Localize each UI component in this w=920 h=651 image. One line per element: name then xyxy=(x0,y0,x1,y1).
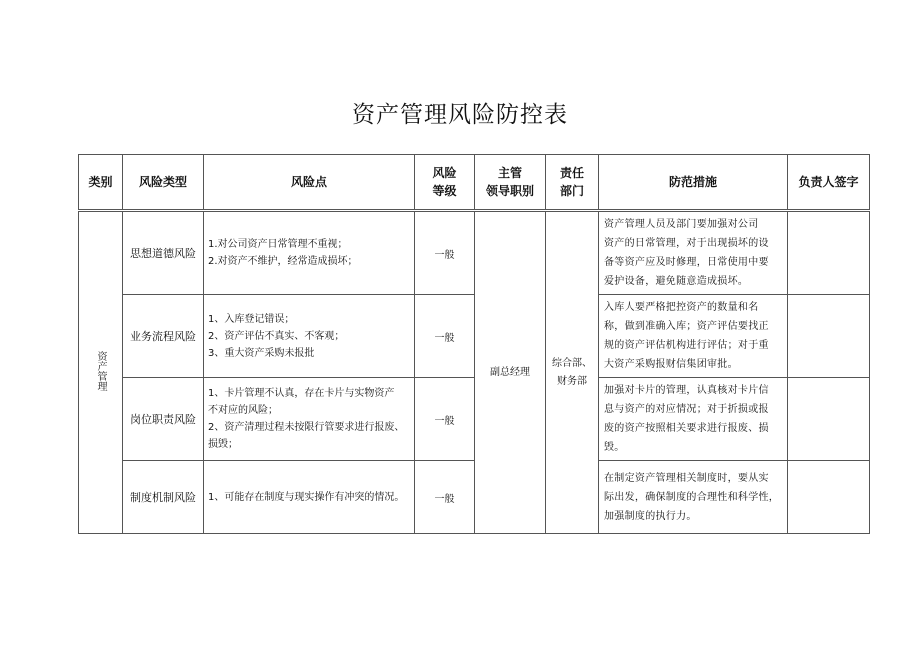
measure-line: 称，做到准确入库；资产评估要找正 xyxy=(604,321,769,332)
header-risk-level-line2: 等级 xyxy=(432,184,457,198)
risk-type-cell: 思想道德风险 xyxy=(123,211,204,295)
risk-level-cell: 一般 xyxy=(415,461,475,534)
header-measures: 防范措施 xyxy=(599,155,788,211)
table-row xyxy=(79,295,870,378)
measure-line: 备等资产应及时修理，日常使用中要 xyxy=(604,257,769,268)
header-risk-type: 风险类型 xyxy=(123,155,204,211)
header-dept xyxy=(546,155,599,211)
risk-control-table xyxy=(78,154,870,534)
page-title: 资产管理风险防控表 xyxy=(352,102,568,128)
header-category: 类别 xyxy=(79,155,123,211)
sign-cell[interactable] xyxy=(788,295,870,378)
measure-line: 废的资产按照相关要求进行报废、损 xyxy=(604,423,769,434)
measure-line: 加强制度的执行力。 xyxy=(604,510,697,522)
risk-point-line: 2、资产评估不真实、不客观； xyxy=(208,330,345,342)
measure-line: 入库人要严格把控资产的数量和名 xyxy=(604,302,759,313)
measure-line: 大资产采购报财信集团审批。 xyxy=(604,359,738,370)
header-risk-level xyxy=(415,155,475,211)
header-row xyxy=(79,155,870,211)
risk-point-line: 1.对公司资产日常管理不重视； xyxy=(208,239,348,250)
measure-line: 在制定资产管理相关制度时，要从实 xyxy=(604,472,769,484)
sign-cell[interactable] xyxy=(788,211,870,295)
risk-point-line: 1、卡片管理不认真，存在卡片与实物资产 xyxy=(208,388,395,399)
risk-type-cell: 业务流程风险 xyxy=(123,295,204,378)
leader-cell: 副总经理 xyxy=(475,211,546,534)
header-dept-line2: 部门 xyxy=(559,184,584,198)
table-row xyxy=(79,461,870,534)
category-cell xyxy=(79,211,123,534)
measure-cell xyxy=(599,461,788,534)
measure-line: 毁。 xyxy=(604,442,625,453)
sign-cell[interactable] xyxy=(788,461,870,534)
header-risk-level-line1: 风险 xyxy=(432,166,457,180)
table-row xyxy=(79,378,870,461)
dept-cell xyxy=(546,211,599,534)
header-risk-point: 风险点 xyxy=(204,155,415,211)
header-dept-line1: 责任 xyxy=(559,166,584,180)
measure-line: 加强对卡片的管理，认真核对卡片信 xyxy=(604,385,769,396)
risk-point-cell xyxy=(204,378,415,461)
risk-point-cell xyxy=(204,461,415,534)
risk-point-line: 1、可能存在制度与现实操作有冲突的情况。 xyxy=(208,491,405,503)
measure-cell xyxy=(599,211,788,295)
risk-point-line: 损毁； xyxy=(208,439,238,450)
risk-point-line: 3、重大资产采购未报批 xyxy=(208,347,315,359)
risk-level-cell: 一般 xyxy=(415,378,475,461)
risk-point-line: 1、入库登记错误； xyxy=(208,313,295,325)
measure-line: 息与资产的对应情况；对于折损或报 xyxy=(604,404,769,415)
sign-cell[interactable] xyxy=(788,378,870,461)
risk-type-cell: 岗位职责风险 xyxy=(123,378,204,461)
risk-point-cell xyxy=(204,295,415,378)
header-leader xyxy=(475,155,546,211)
measure-line: 资产管理人员及部门要加强对公司 xyxy=(604,219,759,230)
dept-line1: 综合部、 xyxy=(552,357,592,369)
table-row xyxy=(79,211,870,295)
dept-line2: 财务部 xyxy=(557,375,587,387)
risk-point-line: 不对应的风险； xyxy=(208,405,278,416)
measure-line: 爱护设备，避免随意造成损坏。 xyxy=(604,276,749,287)
risk-point-line: 2.对资产不维护，经常造成损坏； xyxy=(208,256,358,267)
measure-line: 资产的日常管理，对于出现损坏的设 xyxy=(604,238,769,249)
header-leader-line1: 主管 xyxy=(497,166,522,180)
header-leader-line2: 领导职别 xyxy=(485,184,534,198)
measure-line: 际出发，确保制度的合理性和科学性， xyxy=(604,491,780,503)
risk-level-cell: 一般 xyxy=(415,211,475,295)
header-sign: 负责人签字 xyxy=(788,155,870,211)
measure-line: 规的资产评估机构进行评估；对于重 xyxy=(604,340,769,351)
measure-cell xyxy=(599,378,788,461)
risk-level-cell: 一般 xyxy=(415,295,475,378)
risk-type-cell: 制度机制风险 xyxy=(123,461,204,534)
measure-cell xyxy=(599,295,788,378)
risk-point-cell xyxy=(204,211,415,295)
risk-point-line: 2、资产清理过程未按限行管要求进行报废、 xyxy=(208,422,405,433)
category-label: 资产管理 xyxy=(95,350,106,391)
